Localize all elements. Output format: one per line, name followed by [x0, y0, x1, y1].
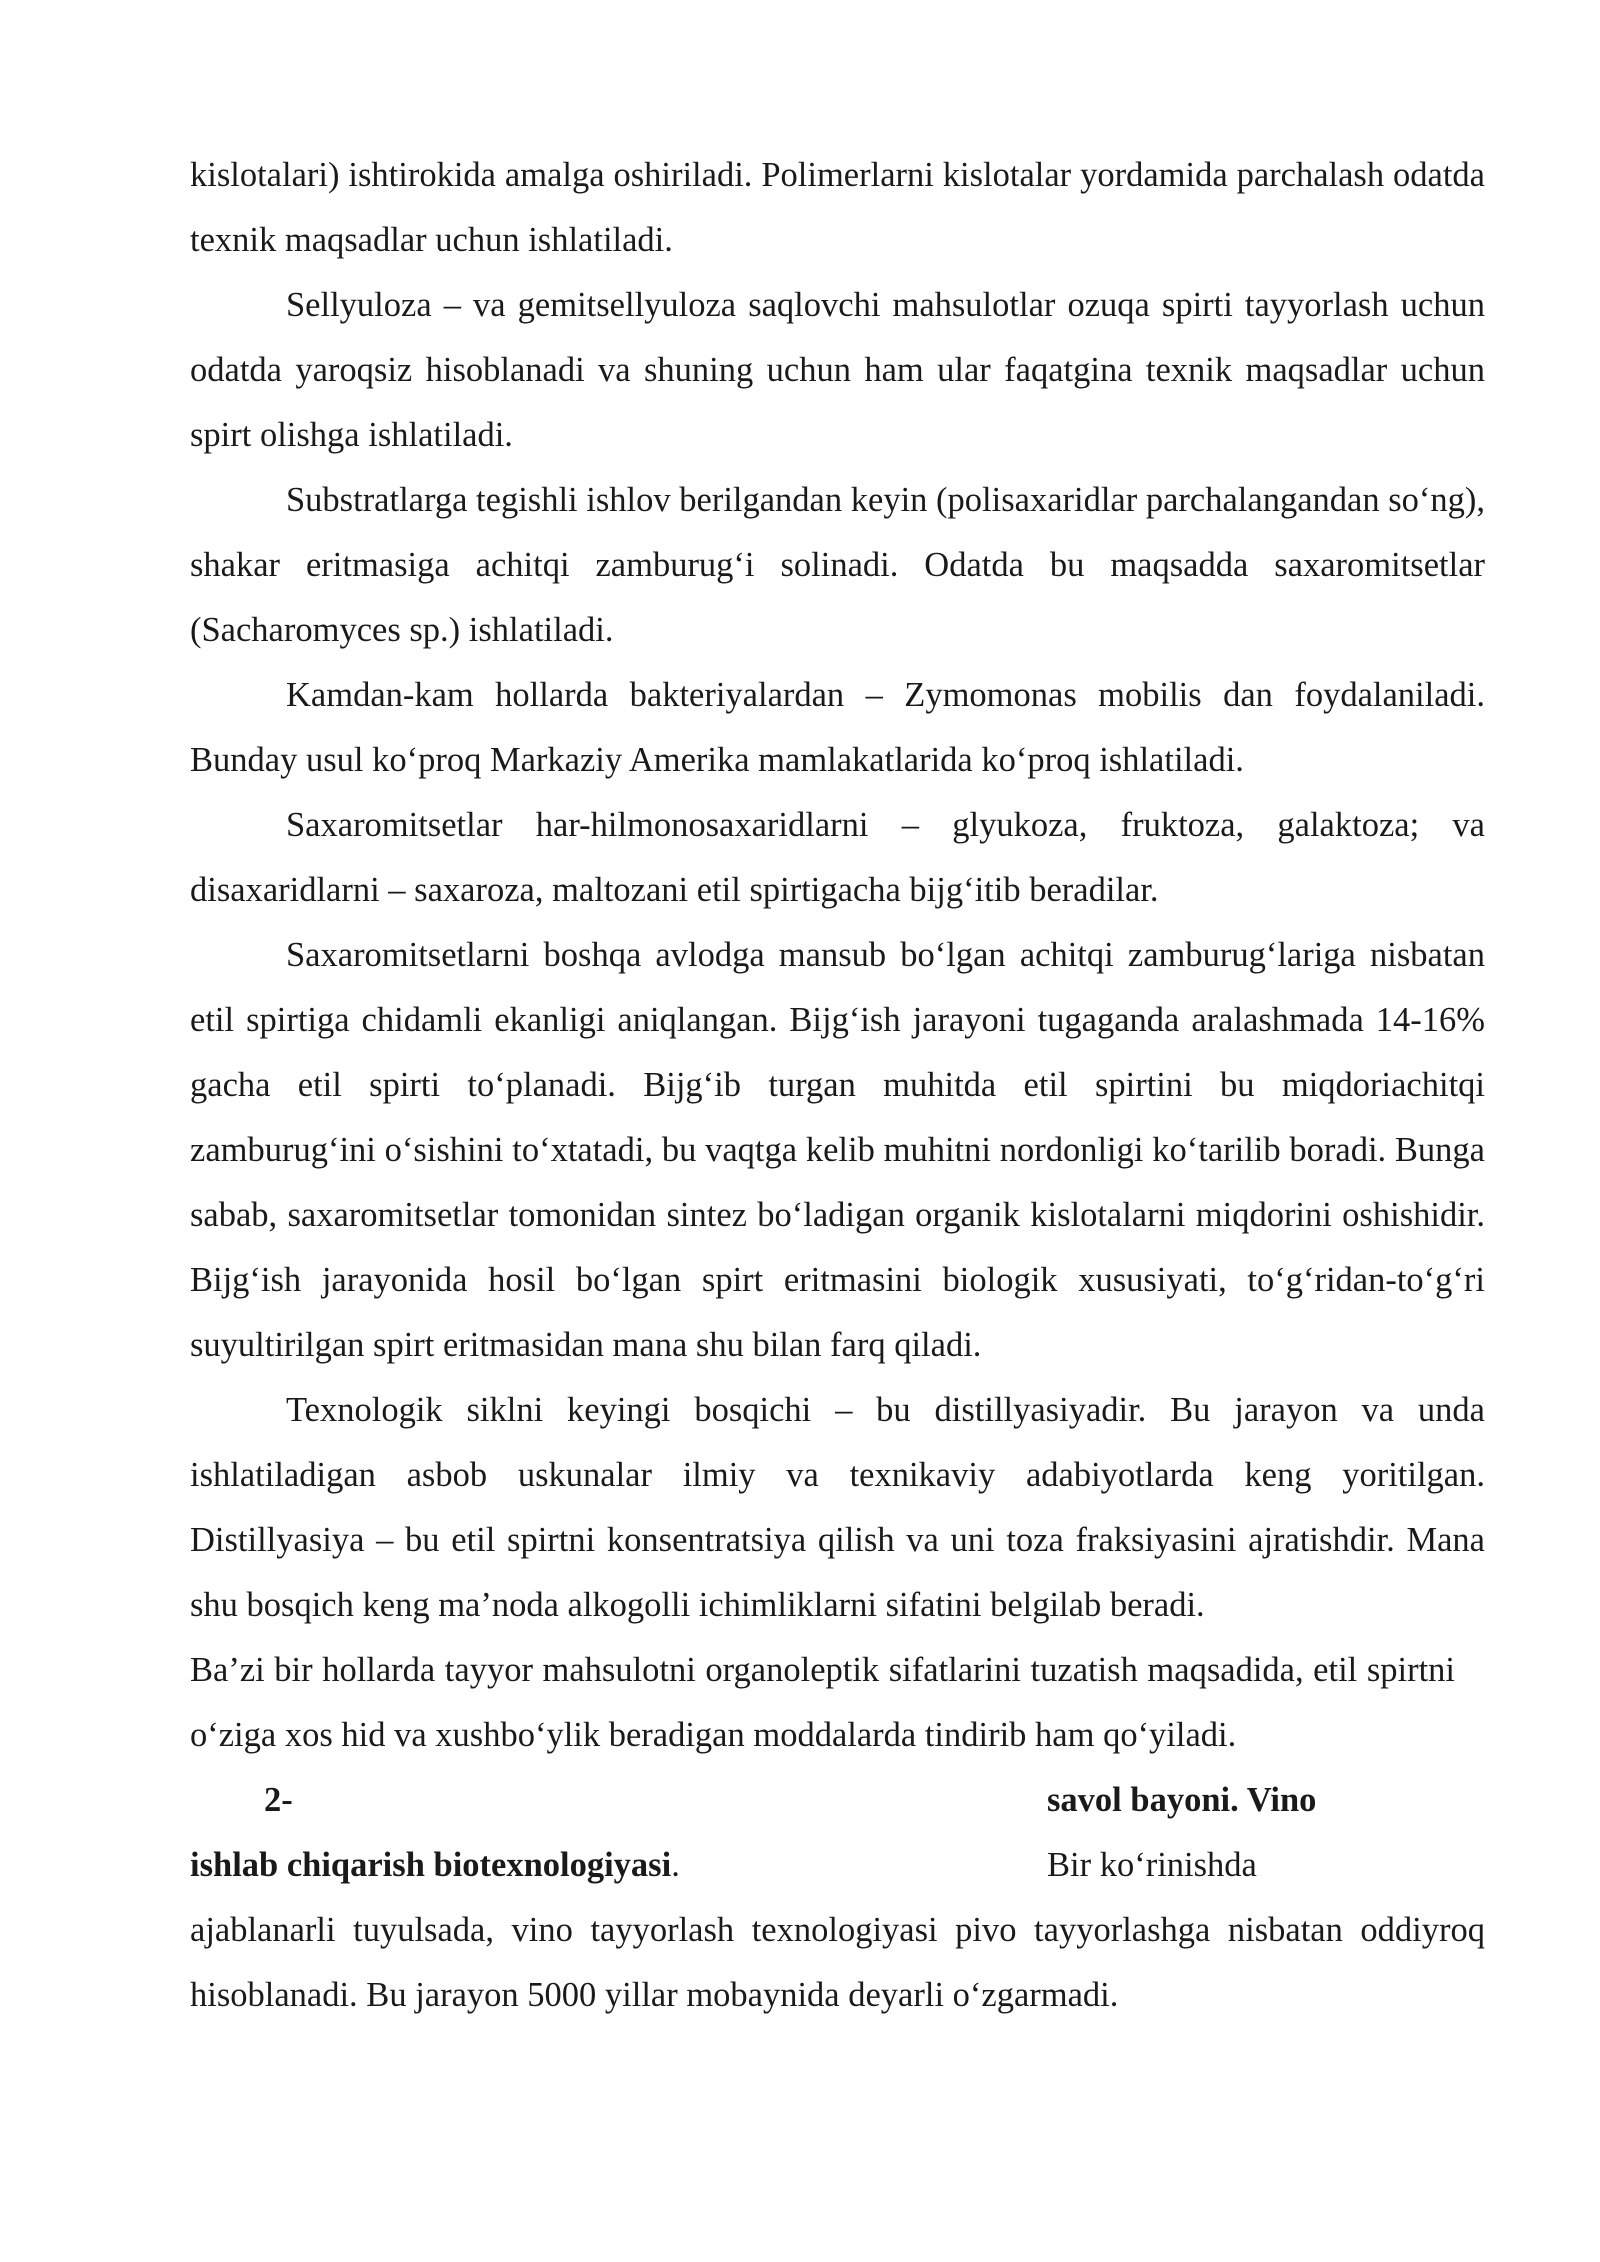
heading-title-part2: ishlab chiqarish biotexnologiyasi: [190, 1846, 672, 1884]
paragraph-6: Saxaromitsetlarni boshqa avlodga mansub bo‘lgan achitqi zamburug‘lariga nisbatan etil spirtiga chidamli ekanligi aniqlangan. Bijg‘ish jarayoni tugaganda aralashmada 14-16% gacha etil spirti to‘planadi. Bijg‘ib turgan muhitda etil spirtini bu miqdoriachitqi zamburug‘ini o‘sishini to‘xtatadi, bu vaqtga kelib muhitni nordonligi ko‘tarilib boradi. Bunga sabab, saxaromitsetlar tomonidan sintez bo‘ladigan organik kislotalarni miqdorini oshishidir. Bijg‘ish jarayonida hosil bo‘lgan spirt eritmasini biologik xususiyati, to‘g‘ridan-to‘g‘ri suyultirilgan spirt eritmasidan mana shu bilan farq qiladi.: [190, 936, 1485, 1364]
paragraph-4: Kamdan-kam hollarda bakteriyalardan – Zymomonas mobilis dan foydalaniladi. Bunday usul ko‘proq Markaziy Amerika mamlakatlarida ko‘proq ishlatiladi.: [190, 676, 1485, 779]
heading-title-period: .: [671, 1846, 680, 1884]
paragraph-1: kislotalari) ishtirokida amalga oshiriladi. Polimerlarni kislotalar yordamida parchalash odatda texnik maqsadlar uchun ishlatiladi.: [190, 156, 1485, 259]
paragraph-7: Texnologik siklni keyingi bosqichi – bu distillyasiyadir. Bu jarayon va unda ishlatiladigan asbob uskunalar ilmiy va texnikaviy adabiyotlarda keng yoritilgan. Distillyasiya – bu etil spirtni konsentratsiya qilish va uni toza fraksiyasini ajratishdir. Mana shu bosqich keng ma’noda alkogolli ichimliklarni sifatini belgilab beradi.: [190, 1391, 1485, 1624]
heading-title-part1: savol bayoni. Vino: [1047, 1781, 1317, 1819]
heading-title-line2: [190, 1833, 680, 1898]
paragraph-final: ajablanarli tuyulsada, vino tayyorlash texnologiyasi pivo tayyorlashga nisbatan oddiyroq hisoblanadi. Bu jarayon 5000 yillar mobaynida deyarli o‘zgarmadi.: [190, 1911, 1485, 2014]
paragraph-8: Ba’zi bir hollarda tayyor mahsulotni organoleptik sifatlarini tuzatish maqsadida, etil spirtni o‘ziga xos hid va xushbo‘ylik beradigan moddalarda tindirib ham qo‘yiladi.: [190, 1651, 1455, 1754]
document-page: [190, 143, 1485, 2028]
paragraph-5: Saxaromitsetlar har-hilmonosaxaridlarni – glyukoza, fruktoza, galaktoza; va disaxaridlarni – saxaroza, maltozani etil spirtigacha bijg‘itib beradilar.: [190, 806, 1485, 909]
paragraph-2: Sellyuloza – va gemitsellyuloza saqlovchi mahsulotlar ozuqa spirti tayyorlash uchun odatda yaroqsiz hisoblanadi va shuning uchun ham ular faqatgina texnik maqsadlar uchun spirt olishga ishlatiladi.: [190, 286, 1485, 454]
heading-continuation: Bir ko‘rinishda: [1047, 1846, 1257, 1884]
paragraph-3: Substratlarga tegishli ishlov berilgandan keyin (polisaxaridlar parchalangandan so‘ng), shakar eritmasiga achitqi zamburug‘i solinadi. Odatda bu maqsadda saxaromitsetlar (Sacharomyces sp.) ishlatiladi.: [190, 481, 1485, 649]
heading-number: 2-: [264, 1781, 293, 1819]
section-heading: [190, 1768, 1485, 1898]
